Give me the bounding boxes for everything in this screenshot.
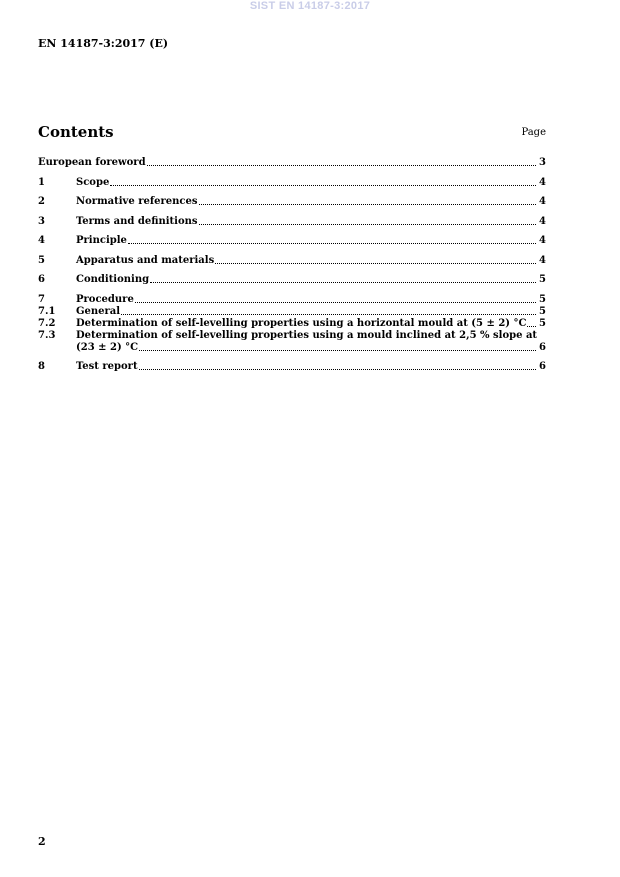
toc-entry-page: 3 [539, 157, 546, 168]
dot-leader [147, 165, 536, 166]
toc-entry-number: 6 [38, 274, 45, 285]
toc-entry-title: Procedure [76, 293, 134, 305]
dot-leader [199, 224, 536, 225]
toc-entry-title: Normative references [76, 196, 198, 207]
dot-leader [128, 243, 536, 244]
toc-entry-title: Test report [76, 361, 138, 372]
toc-entry-title: General [76, 305, 121, 317]
toc-entry-7[interactable] [38, 294, 546, 306]
toc-entry-page: 4 [539, 176, 546, 188]
toc-entry-number: 2 [38, 196, 45, 207]
dot-leader [215, 263, 536, 264]
toc-entry-page: 5 [539, 274, 546, 285]
toc-entry-number: 8 [38, 361, 45, 372]
toc-entry-number: 4 [38, 235, 45, 246]
toc-entry-number: 7.1 [38, 305, 56, 317]
toc-entry-page: 5 [539, 317, 546, 329]
dot-leader [110, 185, 536, 186]
toc-entry-page: 6 [539, 341, 546, 353]
dot-leader [135, 302, 536, 303]
toc-entry-page: 4 [539, 235, 546, 246]
toc-entry-page: 4 [539, 196, 546, 207]
toc-entry-number: 7.2 [38, 317, 56, 329]
toc-entry-page: 6 [539, 361, 546, 372]
toc-entry-page: 5 [539, 305, 546, 317]
toc-entry-7-3[interactable] [38, 330, 546, 354]
dot-leader [139, 350, 536, 351]
toc-entry-foreword[interactable] [38, 157, 546, 169]
dot-leader [150, 282, 536, 283]
toc-entry-title: Determination of self-levelling properties using a horizontal mould at (5 ± 2) °C [76, 317, 527, 329]
toc-entry-title: Determination of self-levelling properties using a mould inclined at 2,5 % slope at [76, 329, 538, 341]
toc-entry-page: 5 [539, 293, 546, 305]
toc-entry-title-continued: (23 ± 2) °C [76, 341, 139, 353]
document-id: EN 14187-3:2017 (E) [38, 37, 169, 50]
toc-entry-5[interactable] [38, 255, 546, 267]
toc-entry-title: Terms and definitions [76, 215, 198, 227]
toc-entry-number: 7 [38, 293, 45, 305]
page-column-label: Page [521, 127, 546, 138]
dot-leader [121, 314, 536, 315]
toc-entry-number: 7.3 [38, 329, 56, 341]
toc-entry-4[interactable] [38, 235, 546, 247]
contents-heading: Contents [38, 123, 114, 141]
toc-entry-page: 4 [539, 215, 546, 227]
toc-entry-2[interactable] [38, 196, 546, 208]
toc-entry-title: European foreword [38, 157, 146, 168]
page-number: 2 [38, 835, 46, 848]
toc-entry-6[interactable] [38, 274, 546, 286]
toc-entry-1[interactable] [38, 177, 546, 189]
dot-leader [527, 326, 536, 327]
toc-entry-title: Scope [76, 176, 110, 188]
toc-entry-page: 4 [539, 254, 546, 266]
toc-entry-number: 3 [38, 215, 45, 227]
toc-entry-title: Conditioning [76, 274, 150, 285]
toc-entry-title: Principle [76, 235, 127, 246]
toc-entry-number: 5 [38, 254, 45, 266]
watermark: SIST EN 14187-3:2017 [249, 0, 371, 12]
dot-leader [139, 369, 536, 370]
toc-entry-title: Apparatus and materials [76, 254, 215, 266]
toc-entry-8[interactable] [38, 361, 546, 373]
toc-entry-number: 1 [38, 176, 45, 188]
table-of-contents [38, 157, 546, 373]
toc-entry-7-1[interactable] [38, 306, 546, 318]
toc-entry-3[interactable] [38, 216, 546, 228]
toc-entry-7-2[interactable] [38, 318, 546, 330]
dot-leader [199, 204, 537, 205]
